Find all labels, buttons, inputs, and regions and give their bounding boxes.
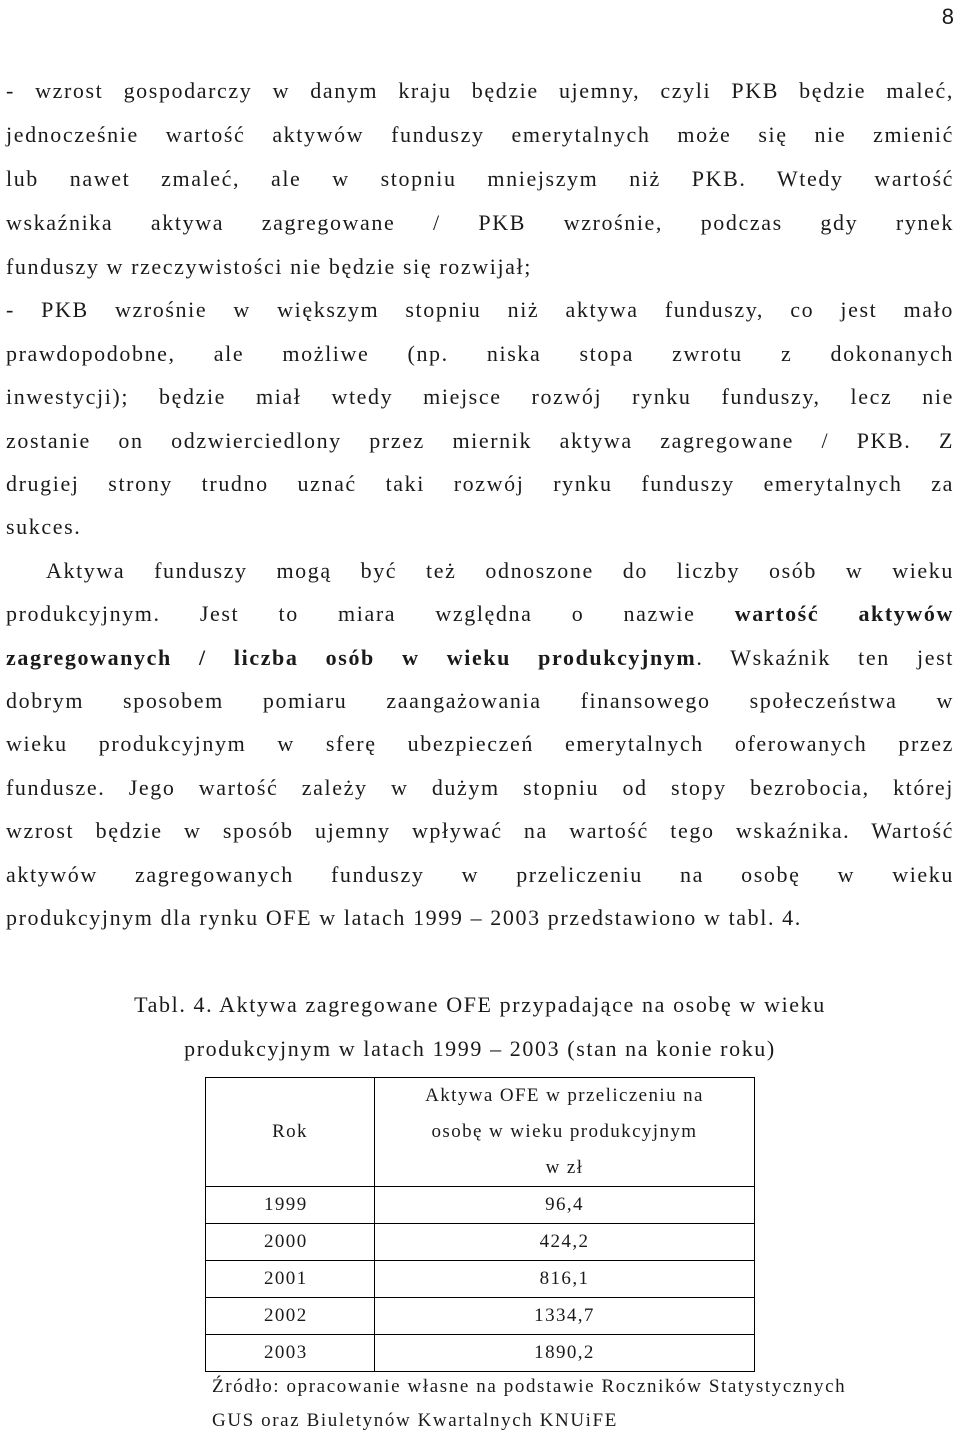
cell-year: 1999 bbox=[206, 1187, 375, 1224]
cell-year: 2001 bbox=[206, 1261, 375, 1298]
text-line: sukces. bbox=[6, 514, 82, 539]
header-line: osobę w wieku produkcyjnym bbox=[431, 1121, 698, 1142]
cell-year: 2000 bbox=[206, 1224, 375, 1261]
header-line: w zł bbox=[545, 1157, 584, 1178]
bold-term: zagregowanych / liczba osób w wieku produkcyjnym bbox=[6, 645, 697, 670]
cell-year: 2003 bbox=[206, 1335, 375, 1372]
cell-year: 2002 bbox=[206, 1298, 375, 1335]
cell-value: 1890,2 bbox=[375, 1335, 755, 1372]
table-caption: produkcyjnym w latach 1999 – 2003 (stan na konie roku) bbox=[184, 1036, 776, 1061]
cell-value: 816,1 bbox=[375, 1261, 755, 1298]
text-line: Aktywa funduszy mogą być też odnoszone do liczby osób w wieku bbox=[46, 558, 954, 583]
cell-value: 424,2 bbox=[375, 1224, 755, 1261]
table-source: Źródło: opracowanie własne na podstawie Roczników Statystycznych bbox=[212, 1376, 847, 1397]
data-table bbox=[205, 1077, 755, 1372]
text-line: dobrym sposobem pomiaru zaangażowania finansowego społeczeństwa w bbox=[6, 688, 954, 713]
text-span: . Wskaźnik ten jest bbox=[696, 645, 954, 670]
text-line: jednocześnie wartość aktywów funduszy emerytalnych może się nie zmienić bbox=[6, 122, 954, 147]
text-line: aktywów zagregowanych funduszy w przeliczeniu na osobę w wieku bbox=[6, 862, 954, 887]
text-line: - PKB wzrośnie w większym stopniu niż aktywa funduszy, co jest mało bbox=[6, 297, 954, 322]
table-row bbox=[206, 1224, 755, 1261]
text-line: - wzrost gospodarczy w danym kraju będzie ujemny, czyli PKB będzie maleć, bbox=[6, 78, 954, 103]
text-line bbox=[6, 643, 954, 673]
cell-value: 96,4 bbox=[375, 1187, 755, 1224]
column-header-value bbox=[375, 1078, 755, 1187]
table-row bbox=[206, 1298, 755, 1335]
text-span: produkcyjnym. Jest to miara względna o nazwie bbox=[6, 601, 696, 626]
header-line: Aktywa OFE w przeliczeniu na bbox=[425, 1085, 704, 1106]
table-caption: Tabl. 4. Aktywa zagregowane OFE przypadające na osobę w wieku bbox=[134, 992, 826, 1017]
text-line: funduszy w rzeczywistości nie będzie się rozwijał; bbox=[6, 254, 532, 279]
text-line: wskaźnika aktywa zagregowane / PKB wzrośnie, podczas gdy rynek bbox=[6, 210, 954, 235]
bold-term: wartość aktywów bbox=[734, 601, 954, 626]
column-header-year: Rok bbox=[206, 1078, 375, 1187]
text-line: wzrost będzie w sposób ujemny wpływać na wartość tego wskaźnika. Wartość bbox=[6, 818, 954, 843]
table-row bbox=[206, 1261, 755, 1298]
text-line: inwestycji); będzie miał wtedy miejsce rozwój rynku funduszy, lecz nie bbox=[6, 384, 954, 409]
page-number: 8 bbox=[941, 4, 954, 29]
text-line: wieku produkcyjnym w sferę ubezpieczeń emerytalnych oferowanych przez bbox=[6, 731, 954, 756]
table-source: GUS oraz Biuletynów Kwartalnych KNUiFE bbox=[212, 1410, 618, 1431]
table-header-row bbox=[206, 1078, 755, 1187]
text-line: prawdopodobne, ale możliwe (np. niska stopa zwrotu z dokonanych bbox=[6, 341, 954, 366]
cell-value: 1334,7 bbox=[375, 1298, 755, 1335]
text-line: drugiej strony trudno uznać taki rozwój rynku funduszy emerytalnych za bbox=[6, 471, 954, 496]
text-line: zostanie on odzwierciedlony przez miernik aktywa zagregowane / PKB. Z bbox=[6, 428, 954, 453]
text-line bbox=[6, 599, 954, 629]
text-line: fundusze. Jego wartość zależy w dużym stopniu od stopy bezrobocia, której bbox=[6, 775, 954, 800]
text-line: produkcyjnym dla rynku OFE w latach 1999 – 2003 przedstawiono w tabl. 4. bbox=[6, 905, 802, 930]
text-line: lub nawet zmaleć, ale w stopniu mniejszym niż PKB. Wtedy wartość bbox=[6, 166, 954, 191]
table-row bbox=[206, 1187, 755, 1224]
table-row bbox=[206, 1335, 755, 1372]
